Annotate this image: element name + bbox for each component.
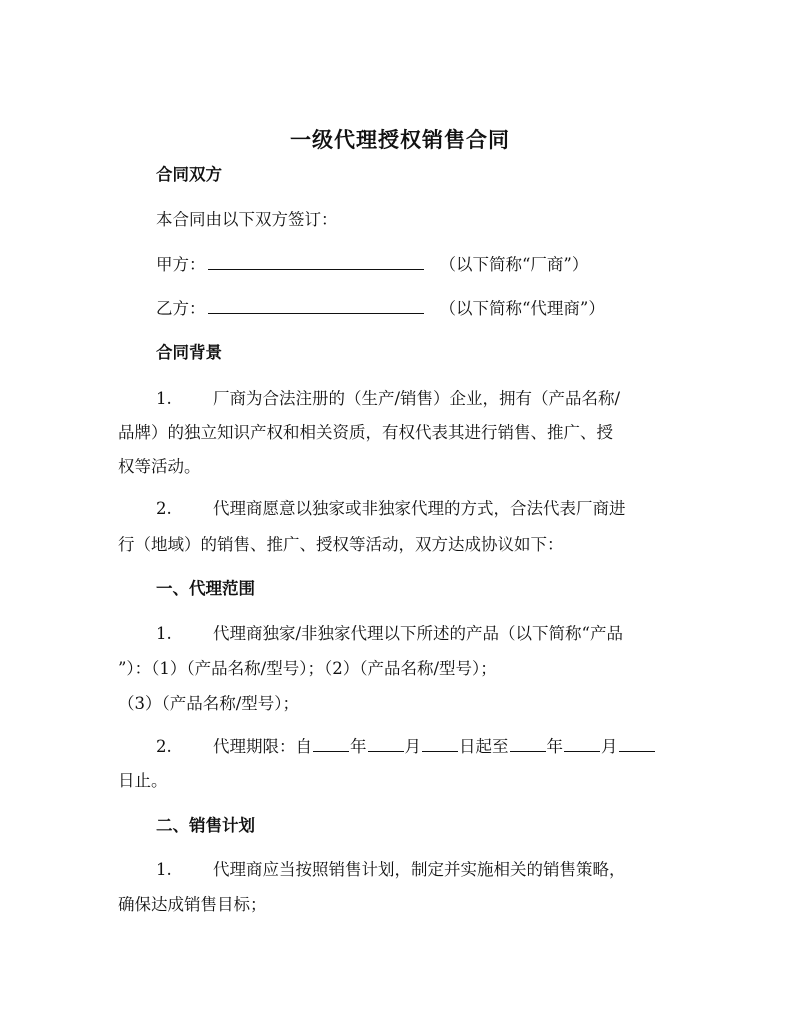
end-year-blank — [510, 731, 546, 752]
year-label: 年 — [546, 737, 563, 756]
item-number: 2. — [156, 499, 172, 518]
party-a-alias: （以下简称“厂商”） — [439, 255, 589, 274]
start-year-blank — [313, 731, 349, 752]
start-month-blank — [368, 731, 404, 752]
paragraph-text: 厂商为合法注册的（生产/销售）企业，拥有（产品名称/ — [213, 389, 621, 408]
party-a-line — [156, 246, 722, 284]
party-b-label: 乙方： — [156, 299, 206, 318]
background-item-2-line-1 — [156, 490, 722, 528]
party-b-blank — [208, 293, 424, 314]
scope-item-2-line-1 — [156, 728, 722, 766]
scope-item-1-line-1 — [156, 615, 722, 653]
background-item-1-line-1 — [156, 380, 722, 418]
day-from-label: 日起至 — [459, 737, 509, 756]
background-item-2-line-2: 行（地域）的销售、推广、授权等活动，双方达成协议如下： — [118, 535, 564, 554]
scope-item-1-line-2: ”）：（1）（产品名称/型号）；（2）（产品名称/型号）； — [118, 659, 497, 678]
section-heading-parties: 合同双方 — [156, 165, 222, 184]
year-label: 年 — [350, 737, 367, 756]
item-number: 1. — [156, 624, 172, 643]
party-b-alias: （以下简称“代理商”） — [439, 299, 605, 318]
scope-item-1-line-3: （3）（产品名称/型号）； — [118, 694, 300, 713]
document-title: 一级代理授权销售合同 — [290, 127, 510, 152]
background-item-1-line-2: 品牌）的独立知识产权和相关资质，有权代表其进行销售、推广、授 — [118, 423, 613, 442]
paragraph-text: 代理商应当按照销售计划，制定并实施相关的销售策略， — [213, 860, 626, 879]
item-number: 1. — [156, 389, 172, 408]
item-number: 1. — [156, 860, 172, 879]
end-day-blank — [619, 731, 655, 752]
end-month-blank — [564, 731, 600, 752]
plan-item-1-line-2: 确保达成销售目标； — [118, 895, 267, 914]
term-prefix: 代理期限：自 — [213, 737, 312, 756]
section-heading-plan: 二、销售计划 — [156, 816, 255, 835]
start-day-blank — [422, 731, 458, 752]
scope-item-2-line-2: 日止。 — [118, 771, 168, 790]
paragraph-text: 代理商愿意以独家或非独家代理的方式，合法代表厂商进 — [213, 499, 626, 518]
paragraph-text: 代理商独家/非独家代理以下所述的产品（以下简称“产品 — [213, 624, 623, 643]
intro-text: 本合同由以下双方签订： — [156, 210, 338, 229]
party-a-label: 甲方： — [156, 255, 206, 274]
plan-item-1-line-1 — [156, 851, 722, 889]
section-heading-background: 合同背景 — [156, 343, 222, 362]
item-number: 2. — [156, 737, 172, 756]
party-a-blank — [208, 249, 424, 270]
background-item-1-line-3: 权等活动。 — [118, 457, 201, 476]
month-label: 月 — [601, 737, 618, 756]
party-b-line — [156, 290, 722, 328]
month-label: 月 — [404, 737, 421, 756]
section-heading-scope: 一、代理范围 — [156, 579, 255, 598]
